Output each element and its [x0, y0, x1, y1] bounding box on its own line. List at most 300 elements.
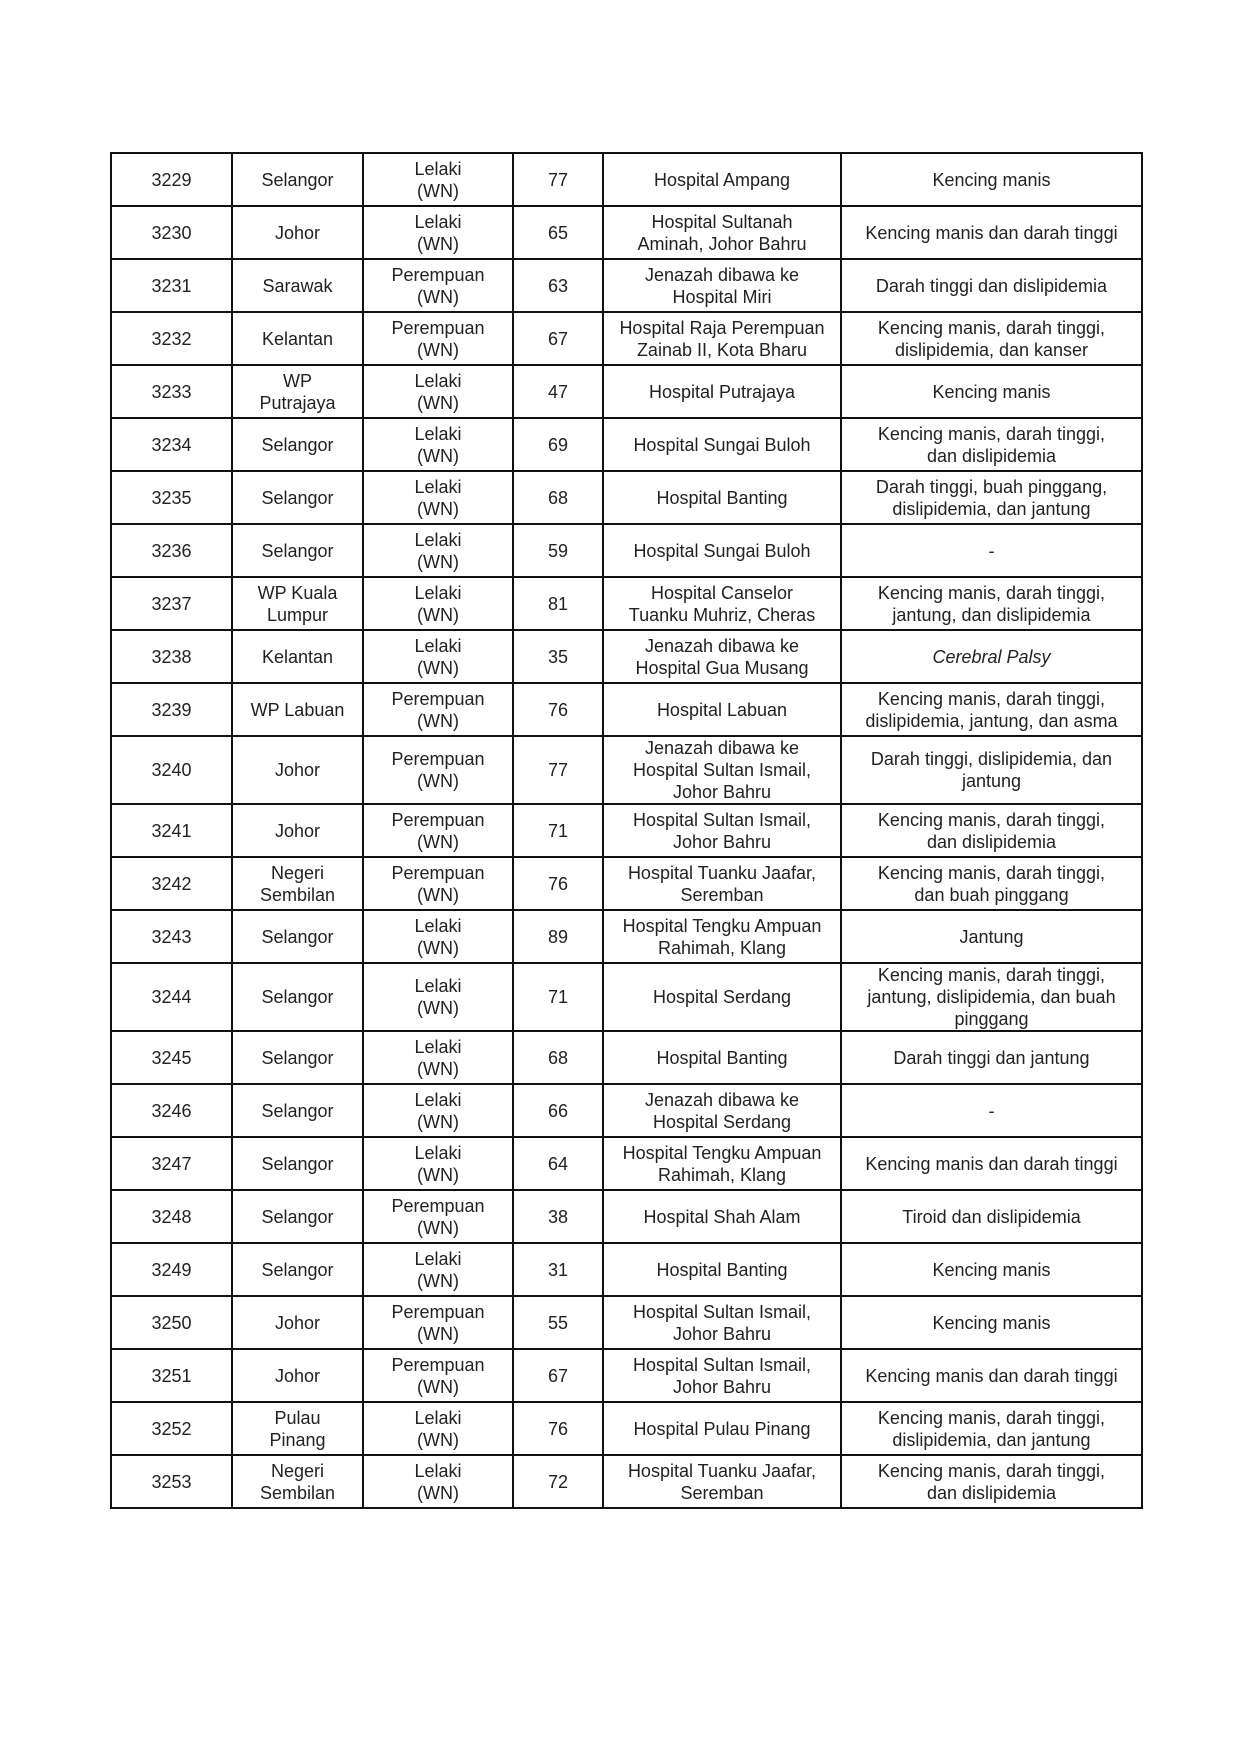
hospital-line: Hospital Sultanah: [651, 211, 793, 232]
table-row: [111, 1243, 1142, 1296]
gender-line: (WN): [417, 1323, 459, 1344]
hospital-line: Jenazah dibawa ke: [644, 1089, 800, 1110]
table-row: [111, 1031, 1142, 1084]
state-line: Selangor: [261, 926, 334, 947]
condition-line: Darah tinggi dan jantung: [893, 1047, 1090, 1068]
condition-line: Kencing manis: [932, 381, 1051, 402]
condition-line: pinggang: [954, 1009, 1029, 1029]
hospital-line: Seremban: [680, 884, 764, 905]
gender-line: Lelaki: [414, 1036, 462, 1057]
table-row: [111, 524, 1142, 577]
state-cell: [232, 418, 363, 471]
gender-line: Lelaki: [414, 915, 462, 936]
hospital-cell: [603, 1084, 841, 1137]
state-line: Selangor: [261, 1206, 334, 1227]
age-cell: 59: [513, 524, 603, 577]
age-cell: 77: [513, 153, 603, 206]
gender-line: (WN): [417, 1270, 459, 1291]
gender-line: (WN): [417, 657, 459, 678]
hospital-line: Hospital Sungai Buloh: [633, 540, 811, 561]
hospital-cell: [603, 1137, 841, 1190]
state-cell: [232, 804, 363, 857]
case-number-cell: 3246: [111, 1084, 232, 1137]
state-line: Selangor: [261, 987, 334, 1007]
gender-line: Perempuan: [391, 688, 485, 709]
gender-cell: [363, 857, 513, 910]
case-number-cell: 3248: [111, 1190, 232, 1243]
gender-line: (WN): [417, 937, 459, 958]
hospital-line: Hospital Ampang: [653, 169, 791, 190]
condition-line: Kencing manis, darah tinggi,: [877, 423, 1106, 444]
hospital-cell: [603, 577, 841, 630]
gender-line: (WN): [417, 1429, 459, 1450]
case-number-cell: 3241: [111, 804, 232, 857]
gender-cell: [363, 963, 513, 1031]
table-row: [111, 1349, 1142, 1402]
state-cell: [232, 524, 363, 577]
state-line: Sarawak: [262, 275, 333, 296]
table-row: [111, 963, 1142, 1031]
condition-line: dislipidemia, dan jantung: [892, 498, 1091, 519]
gender-line: Lelaki: [414, 582, 462, 603]
condition-line: -: [988, 1100, 995, 1121]
condition-cell: [841, 259, 1142, 312]
hospital-cell: [603, 259, 841, 312]
gender-line: (WN): [417, 233, 459, 254]
age-cell: 68: [513, 471, 603, 524]
gender-line: Lelaki: [414, 976, 462, 996]
gender-cell: [363, 804, 513, 857]
gender-line: Lelaki: [414, 158, 462, 179]
condition-line: dan dislipidemia: [926, 831, 1057, 852]
hospital-line: Hospital Putrajaya: [648, 381, 796, 402]
state-line: Sembilan: [259, 1482, 336, 1503]
gender-line: (WN): [417, 998, 459, 1018]
state-line: Selangor: [261, 487, 334, 508]
condition-line: Kencing manis, darah tinggi,: [877, 965, 1106, 985]
state-cell: [232, 857, 363, 910]
hospital-line: Zainab II, Kota Bharu: [636, 339, 808, 360]
gender-line: (WN): [417, 1482, 459, 1503]
table-row: [111, 418, 1142, 471]
gender-cell: [363, 259, 513, 312]
hospital-line: Aminah, Johor Bahru: [637, 233, 807, 254]
case-number-cell: 3232: [111, 312, 232, 365]
gender-line: Perempuan: [391, 862, 485, 883]
case-number-cell: 3251: [111, 1349, 232, 1402]
condition-line: Kencing manis, darah tinggi,: [877, 582, 1106, 603]
state-line: Lumpur: [266, 604, 329, 625]
case-number-cell: 3229: [111, 153, 232, 206]
table-row: [111, 1296, 1142, 1349]
gender-line: Perempuan: [391, 1195, 485, 1216]
gender-line: (WN): [417, 339, 459, 360]
condition-line: jantung, dislipidemia, dan buah: [867, 987, 1116, 1007]
gender-cell: [363, 577, 513, 630]
gender-cell: [363, 206, 513, 259]
condition-cell: [841, 630, 1142, 683]
condition-line: Kencing manis: [932, 169, 1051, 190]
condition-line: dan dislipidemia: [926, 1482, 1057, 1503]
case-number-cell: 3236: [111, 524, 232, 577]
hospital-cell: [603, 365, 841, 418]
hospital-line: Johor Bahru: [672, 782, 772, 802]
hospital-line: Rahimah, Klang: [657, 1164, 787, 1185]
case-number-cell: 3235: [111, 471, 232, 524]
gender-line: Lelaki: [414, 370, 462, 391]
gender-line: (WN): [417, 604, 459, 625]
case-number-cell: 3243: [111, 910, 232, 963]
gender-cell: [363, 1243, 513, 1296]
gender-line: Lelaki: [414, 1142, 462, 1163]
age-cell: 66: [513, 1084, 603, 1137]
gender-cell: [363, 1296, 513, 1349]
condition-line: Cerebral Palsy: [932, 646, 1051, 667]
condition-line: jantung: [961, 771, 1022, 791]
gender-line: Lelaki: [414, 635, 462, 656]
gender-cell: [363, 910, 513, 963]
condition-line: Tiroid dan dislipidemia: [902, 1206, 1081, 1227]
state-line: Johor: [274, 820, 321, 841]
gender-line: Perempuan: [391, 1301, 485, 1322]
hospital-cell: [603, 312, 841, 365]
condition-line: dislipidemia, dan jantung: [892, 1429, 1091, 1450]
hospital-cell: [603, 963, 841, 1031]
gender-line: (WN): [417, 1217, 459, 1238]
state-cell: [232, 630, 363, 683]
age-cell: 35: [513, 630, 603, 683]
gender-line: Perempuan: [391, 809, 485, 830]
hospital-cell: [603, 1243, 841, 1296]
case-number-cell: 3244: [111, 963, 232, 1031]
gender-line: Perempuan: [391, 1354, 485, 1375]
state-cell: [232, 910, 363, 963]
state-line: WP: [283, 370, 312, 391]
state-line: Pinang: [269, 1429, 326, 1450]
table-row: [111, 1455, 1142, 1508]
condition-cell: [841, 471, 1142, 524]
hospital-line: Hospital Tuanku Jaafar,: [627, 1460, 817, 1481]
case-number-cell: 3252: [111, 1402, 232, 1455]
hospital-cell: [603, 1031, 841, 1084]
condition-cell: [841, 1137, 1142, 1190]
condition-line: Kencing manis: [932, 1259, 1051, 1280]
condition-cell: [841, 1190, 1142, 1243]
condition-cell: [841, 736, 1142, 804]
hospital-line: Hospital Tuanku Jaafar,: [627, 862, 817, 883]
condition-line: dan dislipidemia: [926, 445, 1057, 466]
hospital-line: Hospital Miri: [672, 286, 772, 307]
condition-line: Kencing manis dan darah tinggi: [865, 222, 1118, 243]
gender-cell: [363, 524, 513, 577]
hospital-line: Hospital Tengku Ampuan: [622, 915, 822, 936]
hospital-line: Hospital Pulau Pinang: [633, 1418, 811, 1439]
condition-cell: [841, 1031, 1142, 1084]
table-row: [111, 1190, 1142, 1243]
state-cell: [232, 683, 363, 736]
condition-cell: [841, 418, 1142, 471]
condition-line: jantung, dan dislipidemia: [892, 604, 1091, 625]
condition-line: Kencing manis, darah tinggi,: [877, 809, 1106, 830]
hospital-line: Hospital Serdang: [652, 987, 792, 1007]
state-line: Selangor: [261, 1047, 334, 1068]
gender-cell: [363, 1455, 513, 1508]
hospital-line: Hospital Sultan Ismail,: [632, 809, 812, 830]
table-row: [111, 1084, 1142, 1137]
case-number-cell: 3239: [111, 683, 232, 736]
age-cell: 76: [513, 683, 603, 736]
death-cases-table: [110, 152, 1143, 1509]
age-cell: 77: [513, 736, 603, 804]
age-cell: 67: [513, 1349, 603, 1402]
condition-cell: [841, 1243, 1142, 1296]
hospital-line: Hospital Banting: [656, 487, 788, 508]
table-row: [111, 910, 1142, 963]
gender-line: (WN): [417, 180, 459, 201]
case-number-cell: 3250: [111, 1296, 232, 1349]
hospital-line: Hospital Sultan Ismail,: [632, 1354, 812, 1375]
table-row: [111, 736, 1142, 804]
state-line: Johor: [274, 760, 321, 780]
hospital-line: Jenazah dibawa ke: [644, 635, 800, 656]
state-line: Selangor: [261, 540, 334, 561]
hospital-line: Hospital Banting: [656, 1047, 788, 1068]
table-body: [111, 153, 1142, 1508]
case-number-cell: 3247: [111, 1137, 232, 1190]
state-line: Sembilan: [259, 884, 336, 905]
state-line: Negeri: [270, 1460, 325, 1481]
case-number-cell: 3240: [111, 736, 232, 804]
age-cell: 89: [513, 910, 603, 963]
gender-line: Perempuan: [391, 317, 485, 338]
state-line: Selangor: [261, 1100, 334, 1121]
condition-line: -: [988, 540, 995, 561]
state-cell: [232, 1296, 363, 1349]
condition-line: Darah tinggi, dislipidemia, dan: [870, 749, 1113, 769]
gender-cell: [363, 683, 513, 736]
gender-line: Lelaki: [414, 1460, 462, 1481]
age-cell: 76: [513, 857, 603, 910]
hospital-line: Hospital Sultan Ismail,: [632, 1301, 812, 1322]
age-cell: 47: [513, 365, 603, 418]
state-cell: [232, 1455, 363, 1508]
age-cell: 68: [513, 1031, 603, 1084]
condition-cell: [841, 910, 1142, 963]
gender-cell: [363, 1031, 513, 1084]
hospital-cell: [603, 1455, 841, 1508]
hospital-line: Jenazah dibawa ke: [644, 264, 800, 285]
case-number-cell: 3249: [111, 1243, 232, 1296]
state-cell: [232, 1402, 363, 1455]
gender-line: Lelaki: [414, 476, 462, 497]
table-row: [111, 804, 1142, 857]
age-cell: 63: [513, 259, 603, 312]
condition-line: Jantung: [959, 926, 1024, 947]
age-cell: 81: [513, 577, 603, 630]
hospital-line: Johor Bahru: [672, 831, 772, 852]
age-cell: 55: [513, 1296, 603, 1349]
hospital-line: Tuanku Muhriz, Cheras: [628, 604, 816, 625]
case-number-cell: 3238: [111, 630, 232, 683]
gender-cell: [363, 1349, 513, 1402]
state-cell: [232, 153, 363, 206]
gender-cell: [363, 418, 513, 471]
case-number-cell: 3233: [111, 365, 232, 418]
gender-line: (WN): [417, 1111, 459, 1132]
age-cell: 64: [513, 1137, 603, 1190]
hospital-line: Hospital Tengku Ampuan: [622, 1142, 822, 1163]
state-line: WP Kuala: [257, 582, 338, 603]
hospital-cell: [603, 804, 841, 857]
state-cell: [232, 1243, 363, 1296]
gender-line: (WN): [417, 884, 459, 905]
table-row: [111, 1137, 1142, 1190]
hospital-cell: [603, 153, 841, 206]
condition-cell: [841, 524, 1142, 577]
age-cell: 67: [513, 312, 603, 365]
state-line: WP Labuan: [250, 699, 345, 720]
condition-line: dislipidemia, jantung, dan asma: [865, 710, 1118, 731]
state-cell: [232, 1137, 363, 1190]
age-cell: 71: [513, 804, 603, 857]
table-row: [111, 471, 1142, 524]
hospital-line: Hospital Sungai Buloh: [633, 434, 811, 455]
state-cell: [232, 1084, 363, 1137]
table-row: [111, 365, 1142, 418]
condition-line: Kencing manis, darah tinggi,: [877, 1460, 1106, 1481]
condition-line: Darah tinggi dan dislipidemia: [875, 275, 1108, 296]
hospital-cell: [603, 630, 841, 683]
condition-cell: [841, 1349, 1142, 1402]
state-cell: [232, 259, 363, 312]
gender-line: (WN): [417, 392, 459, 413]
state-line: Selangor: [261, 1153, 334, 1174]
hospital-line: Hospital Raja Perempuan: [619, 317, 825, 338]
case-number-cell: 3242: [111, 857, 232, 910]
condition-cell: [841, 1084, 1142, 1137]
hospital-line: Rahimah, Klang: [657, 937, 787, 958]
table-row: [111, 312, 1142, 365]
gender-cell: [363, 365, 513, 418]
case-number-cell: 3253: [111, 1455, 232, 1508]
gender-line: Lelaki: [414, 211, 462, 232]
hospital-cell: [603, 857, 841, 910]
condition-cell: [841, 683, 1142, 736]
hospital-cell: [603, 471, 841, 524]
state-cell: [232, 736, 363, 804]
hospital-line: Hospital Gua Musang: [635, 657, 809, 678]
gender-cell: [363, 1402, 513, 1455]
condition-cell: [841, 857, 1142, 910]
state-cell: [232, 365, 363, 418]
state-cell: [232, 963, 363, 1031]
gender-line: Lelaki: [414, 529, 462, 550]
age-cell: 38: [513, 1190, 603, 1243]
condition-cell: [841, 577, 1142, 630]
condition-cell: [841, 153, 1142, 206]
condition-line: Kencing manis, darah tinggi,: [877, 317, 1106, 338]
condition-line: Kencing manis dan darah tinggi: [865, 1153, 1118, 1174]
gender-cell: [363, 1137, 513, 1190]
age-cell: 65: [513, 206, 603, 259]
gender-line: (WN): [417, 710, 459, 731]
state-cell: [232, 577, 363, 630]
state-cell: [232, 1031, 363, 1084]
hospital-cell: [603, 910, 841, 963]
hospital-cell: [603, 206, 841, 259]
condition-line: dan buah pinggang: [914, 884, 1069, 905]
hospital-cell: [603, 524, 841, 577]
condition-line: Kencing manis, darah tinggi,: [877, 1407, 1106, 1428]
gender-line: Lelaki: [414, 423, 462, 444]
state-line: Pulau: [274, 1407, 321, 1428]
state-line: Putrajaya: [259, 392, 336, 413]
state-line: Kelantan: [261, 328, 334, 349]
state-line: Selangor: [261, 1259, 334, 1280]
age-cell: 71: [513, 963, 603, 1031]
gender-line: Lelaki: [414, 1248, 462, 1269]
state-line: Johor: [274, 1365, 321, 1386]
gender-line: (WN): [417, 1376, 459, 1397]
table-row: [111, 857, 1142, 910]
hospital-line: Jenazah dibawa ke: [644, 738, 800, 758]
state-line: Kelantan: [261, 646, 334, 667]
state-cell: [232, 1349, 363, 1402]
condition-line: Kencing manis dan darah tinggi: [865, 1365, 1118, 1386]
case-number-cell: 3245: [111, 1031, 232, 1084]
state-line: Selangor: [261, 169, 334, 190]
gender-line: (WN): [417, 1164, 459, 1185]
condition-line: Kencing manis, darah tinggi,: [877, 862, 1106, 883]
case-number-cell: 3230: [111, 206, 232, 259]
hospital-line: Hospital Labuan: [656, 699, 788, 720]
condition-cell: [841, 1402, 1142, 1455]
table-row: [111, 1402, 1142, 1455]
hospital-cell: [603, 683, 841, 736]
state-cell: [232, 471, 363, 524]
hospital-cell: [603, 418, 841, 471]
case-number-cell: 3234: [111, 418, 232, 471]
gender-line: (WN): [417, 771, 459, 791]
state-cell: [232, 312, 363, 365]
hospital-line: Johor Bahru: [672, 1376, 772, 1397]
case-number-cell: 3231: [111, 259, 232, 312]
hospital-cell: [603, 1296, 841, 1349]
state-cell: [232, 1190, 363, 1243]
condition-cell: [841, 312, 1142, 365]
condition-line: Kencing manis: [932, 1312, 1051, 1333]
gender-line: (WN): [417, 551, 459, 572]
hospital-line: Hospital Banting: [656, 1259, 788, 1280]
age-cell: 31: [513, 1243, 603, 1296]
condition-cell: [841, 1455, 1142, 1508]
state-line: Johor: [274, 1312, 321, 1333]
table-row: [111, 153, 1142, 206]
gender-line: (WN): [417, 445, 459, 466]
gender-line: (WN): [417, 286, 459, 307]
gender-line: (WN): [417, 1058, 459, 1079]
gender-line: Perempuan: [391, 749, 485, 769]
hospital-cell: [603, 1349, 841, 1402]
hospital-cell: [603, 1402, 841, 1455]
hospital-cell: [603, 1190, 841, 1243]
condition-cell: [841, 963, 1142, 1031]
state-cell: [232, 206, 363, 259]
gender-cell: [363, 736, 513, 804]
table-row: [111, 577, 1142, 630]
table-row: [111, 206, 1142, 259]
gender-cell: [363, 153, 513, 206]
